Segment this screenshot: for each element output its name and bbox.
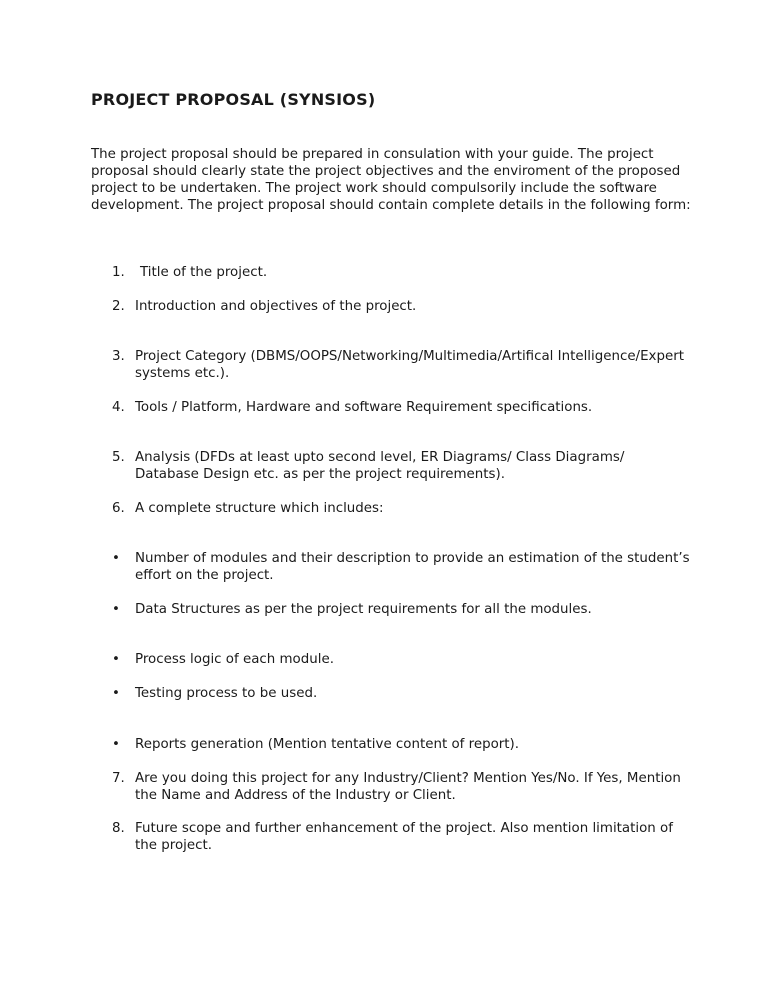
bullet-marker: • [112, 652, 120, 667]
bullet-item [112, 651, 692, 668]
list-number: 5. [112, 450, 125, 465]
bullet-item-text: Testing process to be used. [135, 686, 318, 701]
bullet-marker: • [112, 551, 120, 566]
bullet-item [112, 601, 692, 618]
list-item-text: Tools / Platform, Hardware and software Requirement specifications. [135, 400, 593, 415]
list-item [112, 264, 692, 281]
bullet-item [112, 550, 692, 584]
list-number: 8. [112, 821, 125, 836]
list-item [112, 820, 692, 854]
list-number: 3. [112, 349, 125, 364]
list-number: 4. [112, 400, 125, 415]
list-item-text: Analysis (DFDs at least upto second level, ER Diagrams/ Class Diagrams/ Database Design etc. as per the project requirements). [135, 450, 625, 482]
bullet-item [112, 736, 692, 753]
bullet-item-text: Number of modules and their description to provide an estimation of the student’s effort on the project. [135, 551, 690, 583]
document-title: PROJECT PROPOSAL (SYNSIOS) [91, 90, 376, 109]
list-number: 7. [112, 771, 125, 786]
list-item-text: Title of the project. [140, 265, 268, 280]
intro-paragraph: The project proposal should be prepared in consulation with your guide. The project proposal should clearly state the project objectives and the enviroment of the proposed project to be undertaken. The project work should compulsorily include the software development. The project proposal should contain complete details in the following form: [91, 147, 691, 213]
bullet-item-text: Data Structures as per the project requirements for all the modules. [135, 602, 592, 617]
list-number: 6. [112, 501, 125, 516]
list-item [112, 348, 692, 382]
list-item-text: Introduction and objectives of the project. [135, 299, 417, 314]
bullet-marker: • [112, 737, 120, 752]
list-item [112, 298, 692, 315]
list-item-text: Project Category (DBMS/OOPS/Networking/Multimedia/Artifical Intelligence/Expert systems etc.). [135, 349, 684, 381]
list-number: 1. [112, 265, 125, 280]
list-item [112, 770, 692, 804]
bullet-marker: • [112, 686, 120, 701]
bullet-item [112, 685, 692, 702]
bullet-marker: • [112, 602, 120, 617]
list-item [112, 449, 692, 483]
list-number: 2. [112, 299, 125, 314]
list-item-text: Future scope and further enhancement of the project. Also mention limitation of the project. [135, 821, 673, 853]
list-item [112, 500, 692, 517]
bullet-item-text: Reports generation (Mention tentative content of report). [135, 737, 519, 752]
bullet-item-text: Process logic of each module. [135, 652, 334, 667]
list-item-text: A complete structure which includes: [135, 501, 384, 516]
list-item [112, 399, 692, 416]
list-item-text: Are you doing this project for any Industry/Client? Mention Yes/No. If Yes, Mention the Name and Address of the Industry or Client. [135, 771, 681, 803]
